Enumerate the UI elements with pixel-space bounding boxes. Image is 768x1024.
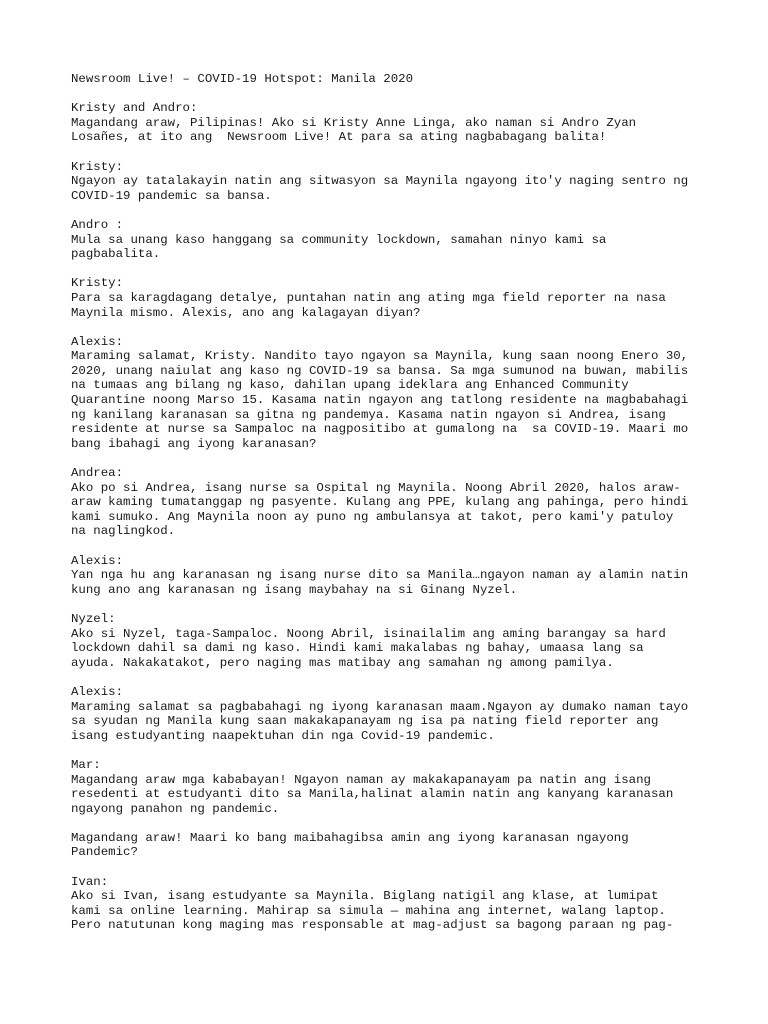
transcript-block bbox=[71, 875, 711, 933]
block-line: Yan nga hu ang karanasan ng isang nurse dito sa Manila…ngayon naman ay alamin natin bbox=[71, 568, 689, 583]
paragraph-gap bbox=[71, 860, 711, 875]
paragraph-gap bbox=[71, 597, 711, 612]
paragraph-gap bbox=[71, 320, 711, 335]
paragraph-gap bbox=[71, 670, 711, 685]
block-line: Ako po si Andrea, isang nurse sa Ospital ng Maynila. Noong Abril 2020, halos araw- bbox=[71, 480, 681, 495]
block-line: kami sa online learning. Mahirap sa simula — mahina ang internet, walang laptop. bbox=[71, 903, 666, 918]
paragraph-gap bbox=[71, 262, 711, 277]
block-first-line: Mar: bbox=[71, 757, 101, 772]
block-first-line: Nyzel: bbox=[71, 611, 116, 626]
block-line: 2020, unang naiulat ang kaso ng COVID-19 sa bansa. Sa mga sumunod na buwan, mabilis bbox=[71, 363, 689, 378]
document-title: Newsroom Live! – COVID-19 Hotspot: Manila 2020 bbox=[71, 72, 414, 86]
block-line: residente at nurse sa Sampaloc na nagpositibo at gumalong na sa COVID-19. Maari mo bbox=[71, 422, 689, 437]
block-line: Ngayon ay tatalakayin natin ang sitwasyon sa Maynila ngayong ito'y naging sentro ng bbox=[71, 174, 689, 189]
block-line: Maraming salamat sa pagbabahagi ng iyong karanasan maam.Ngayon ay dumako naman tayo bbox=[71, 699, 689, 714]
transcript-block bbox=[71, 335, 711, 452]
block-line: Maynila mismo. Alexis, ano ang kalagayan diyan? bbox=[71, 305, 421, 320]
block-line: Quarantine noong Marso 15. Kasama natin ngayon ang tatlong residente na magbabahagi bbox=[71, 393, 689, 408]
transcript-block bbox=[71, 276, 711, 320]
block-first-line: Ivan: bbox=[71, 874, 109, 889]
block-line: Losañes, at ito ang Newsroom Live! At para sa ating nagbabagang balita! bbox=[71, 130, 607, 145]
paragraph-gap bbox=[71, 87, 711, 102]
transcript-block bbox=[71, 101, 711, 145]
block-line: Ako si Nyzel, taga-Sampaloc. Noong Abril, isinailalim ang aming barangay sa hard bbox=[71, 626, 666, 641]
block-first-line: Alexis: bbox=[71, 334, 124, 349]
paragraph-gap bbox=[71, 539, 711, 554]
transcript-block bbox=[71, 218, 711, 262]
block-line: pagbabalita. bbox=[71, 247, 161, 262]
document-page bbox=[71, 72, 711, 933]
block-line: Ako si Ivan, isang estudyante sa Maynila. Biglang natigil ang klase, at lumipat bbox=[71, 889, 659, 904]
block-line: bang ibahagi ang iyong karanasan? bbox=[71, 436, 317, 451]
block-line: Magandang araw mga kababayan! Ngayon naman ay makakapanayam pa natin ang isang bbox=[71, 772, 651, 787]
block-line: Para sa karagdagang detalye, puntahan natin ang ating mga field reporter na nasa bbox=[71, 290, 666, 305]
block-line: Mula sa unang kaso hanggang sa community lockdown, samahan ninyo kami sa bbox=[71, 232, 607, 247]
transcript-block bbox=[71, 554, 711, 598]
transcript-block bbox=[71, 685, 711, 743]
block-first-line: Alexis: bbox=[71, 684, 124, 699]
block-first-line: Kristy and Andro: bbox=[71, 101, 198, 116]
paragraph-gap bbox=[71, 743, 711, 758]
block-line: ayuda. Nakakatakot, pero naging mas matibay ang samahan ng among pamilya. bbox=[71, 655, 614, 670]
block-line: ngayong panahon ng pandemic. bbox=[71, 801, 280, 816]
transcript-block bbox=[71, 831, 711, 860]
paragraph-gap bbox=[71, 145, 711, 160]
block-first-line: Andro : bbox=[71, 217, 124, 232]
block-line: Magandang araw, Pilipinas! Ako si Kristy Anne Linga, ako naman si Andro Zyan bbox=[71, 115, 637, 130]
transcript-block bbox=[71, 612, 711, 670]
transcript-body bbox=[71, 101, 711, 933]
transcript-block bbox=[71, 466, 711, 539]
paragraph-gap bbox=[71, 816, 711, 831]
block-line: isang estudyanting naapektuhan din nga Covid-19 pandemic. bbox=[71, 728, 495, 743]
block-first-line: Andrea: bbox=[71, 466, 124, 481]
block-first-line: Kristy: bbox=[71, 276, 124, 291]
block-line: na tumaas ang bilang ng kaso, dahilan upang ideklara ang Enhanced Community bbox=[71, 378, 629, 393]
block-first-line: Alexis: bbox=[71, 553, 124, 568]
block-line: COVID-19 pandemic sa bansa. bbox=[71, 188, 272, 203]
block-line: Pero natutunan kong maging mas responsable at mag-adjust sa bagong paraan ng pag- bbox=[71, 918, 674, 933]
block-line: resedenti at estudyanti dito sa Manila,halinat alamin natin ang kanyang karanasan bbox=[71, 787, 674, 802]
block-first-line: Kristy: bbox=[71, 159, 124, 174]
block-line: Pandemic? bbox=[71, 845, 138, 860]
block-line: araw kaming tumatanggap ng pasyente. Kulang ang PPE, kulang ang pahinga, pero hindi bbox=[71, 495, 689, 510]
transcript-block bbox=[71, 758, 711, 816]
block-line: na naglingkod. bbox=[71, 524, 176, 539]
block-line: lockdown dahil sa dami ng kaso. Hindi kami makalabas ng bahay, umaasa lang sa bbox=[71, 641, 644, 656]
paragraph-gap bbox=[71, 203, 711, 218]
transcript-block bbox=[71, 160, 711, 204]
paragraph-gap bbox=[71, 451, 711, 466]
block-line: kung ano ang karanasan ng isang maybahay na si Ginang Nyzel. bbox=[71, 582, 518, 597]
block-line: sa syudan ng Manila kung saan makakapanayam ng isa pa nating field reporter ang bbox=[71, 714, 659, 729]
block-first-line: Magandang araw! Maari ko bang maibahagibsa amin ang iyong karanasan ngayong bbox=[71, 830, 629, 845]
block-line: Maraming salamat, Kristy. Nandito tayo ngayon sa Maynila, kung saan noong Enero 30, bbox=[71, 349, 689, 364]
block-line: kami sumuko. Ang Maynila noon ay puno ng ambulansya at takot, pero kami'y patuloy bbox=[71, 509, 674, 524]
block-line: ng kanilang karanasan sa gitna ng pandemya. Kasama natin ngayon si Andrea, isang bbox=[71, 407, 666, 422]
